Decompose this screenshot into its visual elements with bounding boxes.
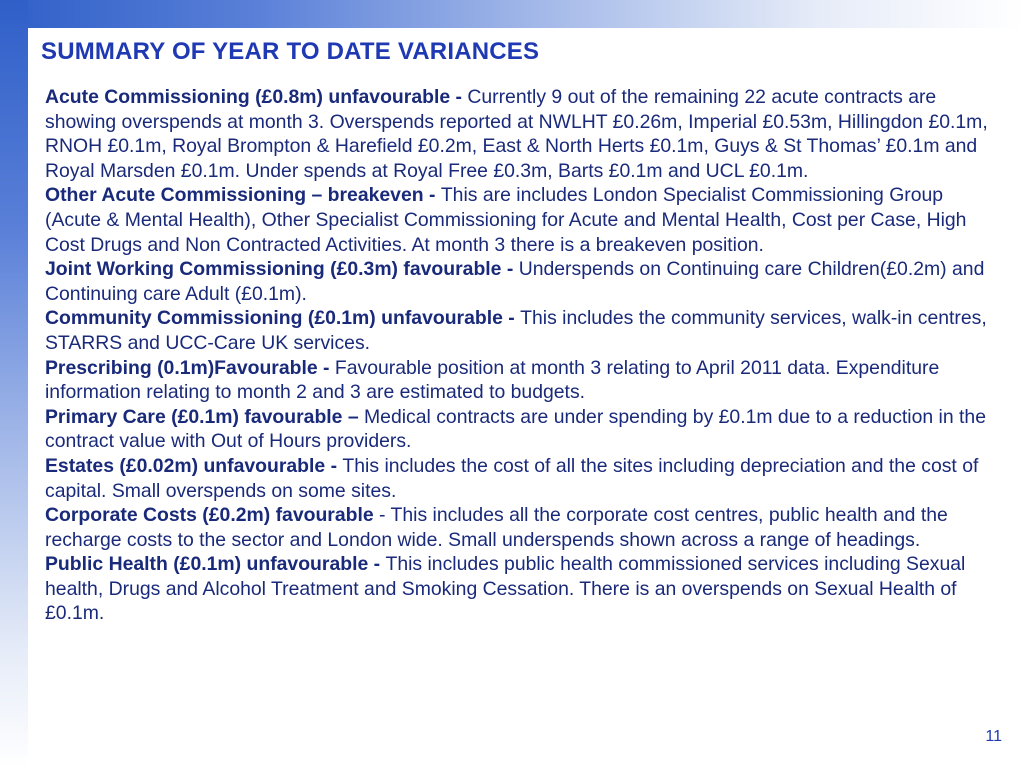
paragraph-heading: Joint Working Commissioning (£0.3m) favourable - [45, 258, 519, 281]
paragraph-heading: Corporate Costs (£0.2m) favourable [45, 504, 374, 527]
variance-paragraph-corporate-costs [45, 503, 1000, 552]
slide-title: SUMMARY OF YEAR TO DATE VARIANCES [41, 38, 540, 65]
paragraph-text: Currently 9 out of the remaining 22 acute contracts are showing overspends at month 3. Overspends reported at NWLHT £0.26m, Imperial £0.53m, Hillingdon £0.1m, RNOH £0.1m, Royal Brompton & Harefield £0.2m, East & North Herts £0.1m, Guys & St Thomas’ £0.1m and Royal Marsden £0.1m. Under spends at Royal Free £0.3m, Barts £0.1m and UCL £0.1m. [45, 86, 988, 182]
variance-paragraph-public-health [45, 552, 1000, 626]
paragraph-heading: Acute Commissioning (£0.8m) unfavourable - [45, 86, 468, 108]
paragraph-text: This includes the community services, walk-in centres, STARRS and UCC-Care UK services. [45, 307, 987, 354]
paragraph-heading: Prescribing (0.1m)Favourable - [45, 356, 335, 379]
variance-paragraph-community [45, 306, 1000, 355]
left-gradient-band [0, 0, 28, 768]
paragraph-heading: Community Commissioning (£0.1m) unfavourable - [45, 307, 521, 330]
paragraph-text: Medical contracts are under spending by £0.1m due to a reduction in the contract value with Out of Hours providers. [45, 405, 986, 453]
variance-paragraph-other-acute [45, 183, 1000, 257]
paragraph-heading: Estates (£0.02m) unfavourable - [45, 454, 343, 477]
variance-paragraph-joint-working [45, 257, 1000, 306]
paragraph-heading: Other Acute Commissioning – breakeven - [45, 184, 441, 207]
paragraph-heading: Public Health (£0.1m) unfavourable - [45, 553, 386, 576]
paragraph-heading: Primary Care (£0.1m) favourable – [45, 405, 365, 428]
variance-summary-body [45, 85, 1000, 626]
top-gradient-band [0, 0, 1024, 28]
variance-paragraph-primary-care [45, 405, 1000, 454]
variance-paragraph-prescribing [45, 356, 1000, 405]
paragraph-text: - This includes all the corporate cost centres, public health and the recharge costs to the sector and London wide. Small underspends shown across a range of headings. [45, 504, 948, 551]
paragraph-text: Favourable position at month 3 relating to April 2011 data. Expenditure information relating to month 2 and 3 are estimated to budgets. [45, 356, 940, 404]
variance-paragraph-estates [45, 454, 1000, 503]
variance-paragraph-acute [45, 85, 1000, 183]
paragraph-text: This includes the cost of all the sites including depreciation and the cost of capital. Small overspends on some sites. [45, 454, 979, 502]
paragraph-text: This are includes London Specialist Commissioning Group (Acute & Mental Health), Other Specialist Commissioning for Acute and Mental Health, Cost per Case, High Cost Drugs and Non Contracted Activities. At month 3 there is a breakeven position. [45, 184, 967, 256]
paragraph-text: This includes public health commissioned services including Sexual health, Drugs and Alcohol Treatment and Smoking Cessation. There is an overspends on Sexual Health of £0.1m. [45, 553, 966, 625]
page-number: 11 [985, 728, 1002, 745]
paragraph-text: Underspends on Continuing care Children(£0.2m) and Continuing care Adult (£0.1m). [45, 258, 985, 305]
